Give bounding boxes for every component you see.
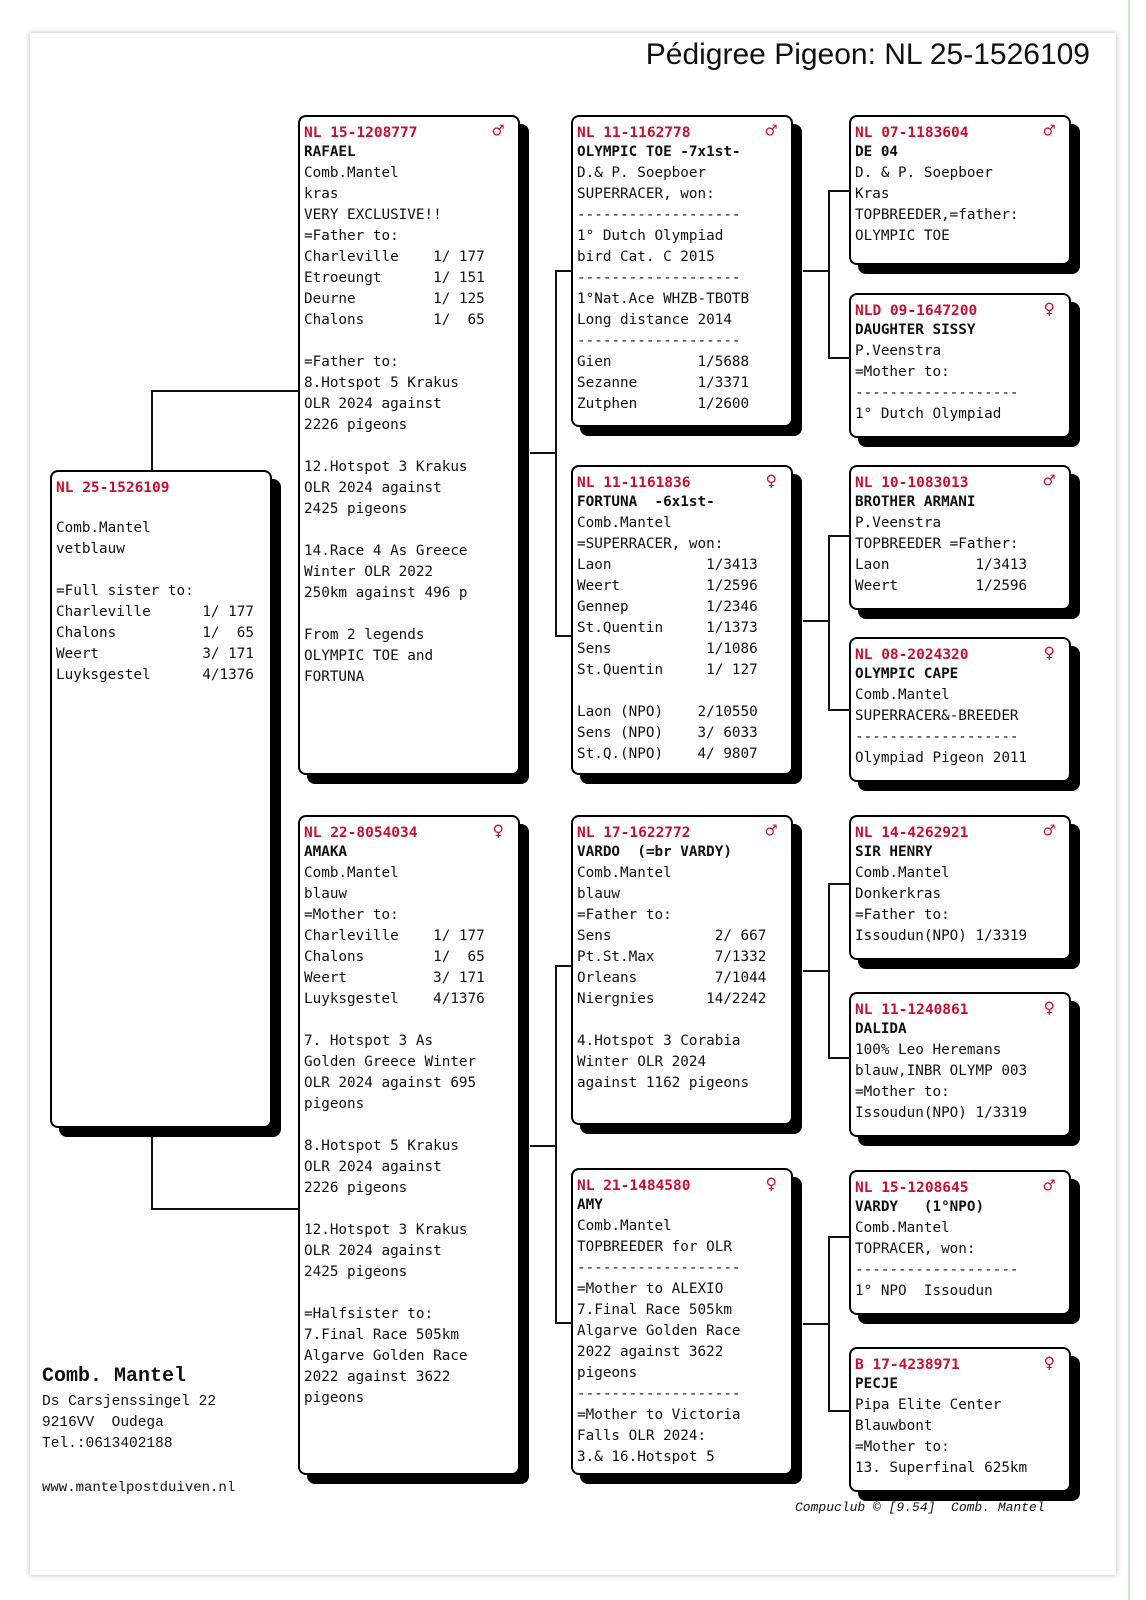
pigeon-info-line: OLR 2024 against: [304, 396, 442, 412]
breeder-city: 9216VV Oudega: [42, 1415, 164, 1431]
pigeon-info-line: Long distance 2014: [577, 312, 732, 328]
ring-number: B 17-4238971: [855, 1357, 960, 1373]
pigeon-info-line: SUPERRACER, won:: [577, 186, 715, 202]
pigeon-info-line: -------------------: [577, 270, 741, 286]
pigeon-info-line: TOPRACER, won:: [855, 1241, 976, 1257]
pigeon-info-line: 2425 pigeons: [304, 1264, 408, 1280]
card-header: [855, 1353, 1069, 1374]
pigeon-info-line: =Father to:: [304, 354, 399, 370]
ring-number: NL 10-1083013: [855, 475, 969, 491]
pigeon-info-line: Weert 3/ 171: [56, 646, 254, 662]
pigeon-info-line: 250km against 496 p: [304, 585, 468, 601]
connector-line: [151, 390, 298, 392]
connector-line: [803, 970, 828, 972]
pigeon-info-line: St.Q.(NPO) 4/ 9807: [577, 746, 758, 762]
pigeon-info-line: Orleans 7/1044: [577, 970, 767, 986]
pigeon-card: [849, 1170, 1071, 1315]
pigeon-info-line: TOPBREEDER =Father:: [855, 536, 1019, 552]
pigeon-info-line: =Father to:: [855, 907, 950, 923]
pigeon-info-line: =Father to:: [577, 907, 672, 923]
pigeon-info-line: -------------------: [855, 729, 1019, 745]
ring-number: NL 11-1162778: [577, 125, 691, 141]
pigeon-info-line: Olympiad Pigeon 2011: [855, 750, 1028, 766]
male-symbol-icon: ♂: [1043, 470, 1055, 492]
female-symbol-icon: ♀: [1043, 997, 1055, 1019]
pigeon-info-line: Pt.St.Max 7/1332: [577, 949, 767, 965]
pigeon-info-line: Etroeungt 1/ 151: [304, 270, 485, 286]
pigeon-info-line: =Mother to ALEXIO: [577, 1281, 724, 1297]
pigeon-info-line: 100% Leo Heremans: [855, 1042, 1002, 1058]
connector-line: [828, 1236, 849, 1238]
pigeon-info-line: [304, 1199, 518, 1220]
breeder-phone: Tel.:0613402188: [42, 1436, 173, 1452]
card-header: [577, 471, 791, 492]
pigeon-info-line: OLR 2024 against: [304, 1243, 442, 1259]
pigeon-info-line: [577, 681, 791, 702]
pigeon-info-line: 8.Hotspot 5 Krakus: [304, 1138, 459, 1154]
pigeon-info-line: 1° NPO Issoudun: [855, 1283, 993, 1299]
pigeon-info-line: 1° Dutch Olympiad: [577, 228, 724, 244]
pigeon-info-line: D.& P. Soepboer: [577, 165, 707, 181]
male-symbol-icon: ♂: [1043, 120, 1055, 142]
connector-line: [803, 270, 828, 272]
pigeon-info-line: Comb.Mantel: [855, 1220, 950, 1236]
card-header: [304, 821, 518, 842]
pigeon-name: AMAKA: [304, 844, 348, 860]
connector-line: [828, 357, 849, 359]
pigeon-info-line: Chalons 1/ 65: [56, 625, 254, 641]
pigeon-info-line: =Mother to:: [855, 364, 950, 380]
pigeon-info-line: Charleville 1/ 177: [304, 249, 485, 265]
connector-line: [828, 883, 849, 885]
pigeon-info-line: Gien 1/5688: [577, 354, 750, 370]
connector-line: [828, 1236, 830, 1411]
pigeon-card: [849, 293, 1071, 438]
pigeon-name: VARDO (=br VARDY): [577, 844, 732, 860]
pigeon-info-line: Golden Greece Winter: [304, 1054, 477, 1070]
pigeon-info-line: Deurne 1/ 125: [304, 291, 485, 307]
pigeon-info-line: Issoudun(NPO) 1/3319: [855, 1105, 1028, 1121]
pigeon-name: OLYMPIC TOE -7x1st-: [577, 144, 741, 160]
pigeon-info-line: =Mother to Victoria: [577, 1407, 741, 1423]
pigeon-info-line: Falls OLR 2024:: [577, 1428, 707, 1444]
pigeon-info-line: -------------------: [577, 1386, 741, 1402]
card-header: [855, 121, 1069, 142]
connector-line: [530, 452, 555, 454]
female-symbol-icon: ♀: [1043, 1352, 1055, 1374]
pigeon-info-line: blauw: [577, 886, 621, 902]
pigeon-name: DAUGHTER SISSY: [855, 322, 976, 338]
breeder-info: [42, 1362, 216, 1455]
breeder-website: www.mantelpostduiven.nl: [42, 1480, 236, 1496]
pigeon-info-line: =Mother to:: [304, 907, 399, 923]
pigeon-info-line: OLR 2024 against 695: [304, 1075, 477, 1091]
female-symbol-icon: ♀: [1043, 642, 1055, 664]
pigeon-card: [571, 115, 793, 427]
pigeon-info-line: Comb.Mantel: [577, 515, 672, 531]
ring-number: NL 15-1208645: [855, 1180, 969, 1196]
card-header: [855, 299, 1069, 320]
pigeon-info-line: Issoudun(NPO) 1/3319: [855, 928, 1028, 944]
connector-line: [151, 1137, 153, 1209]
ring-number: NL 08-2024320: [855, 647, 969, 663]
pigeon-info-line: vetblauw: [56, 541, 125, 557]
pigeon-info-line: Chalons 1/ 65: [304, 949, 485, 965]
pigeon-name: RAFAEL: [304, 144, 356, 160]
ring-number: NL 25-1526109: [56, 480, 170, 496]
male-symbol-icon: ♂: [1043, 820, 1055, 842]
pigeon-info-line: [304, 1115, 518, 1136]
ring-number: NL 11-1240861: [855, 1002, 969, 1018]
pigeon-info-line: OLR 2024 against: [304, 480, 442, 496]
pigeon-info-line: 13. Superfinal 625km: [855, 1460, 1028, 1476]
pigeon-info-line: kras: [304, 186, 339, 202]
pigeon-info-line: Comb.Mantel: [304, 865, 399, 881]
card-header: [577, 1174, 791, 1195]
pigeon-card: [571, 465, 793, 775]
breeder-address: Ds Carsjenssingel 22: [42, 1394, 217, 1410]
pigeon-card: [849, 637, 1071, 782]
pigeon-info-line: Winter OLR 2022: [304, 564, 434, 580]
pigeon-info-line: [577, 1010, 791, 1031]
pigeon-card: [849, 465, 1071, 610]
pigeon-name: OLYMPIC CAPE: [855, 666, 959, 682]
pigeon-info-line: =SUPERRACER, won:: [577, 536, 724, 552]
pigeon-info-line: [304, 331, 518, 352]
pigeon-info-line: Sens 1/1086: [577, 641, 758, 657]
ring-number: NL 11-1161836: [577, 475, 691, 491]
pigeon-info-line: 2226 pigeons: [304, 1180, 408, 1196]
pigeon-info-line: =Mother to:: [855, 1439, 950, 1455]
connector-line: [555, 635, 571, 637]
pigeon-info-line: =Mother to:: [855, 1084, 950, 1100]
pigeon-info-line: blauw: [304, 886, 348, 902]
pigeon-info-line: SUPERRACER&-BREEDER: [855, 708, 1019, 724]
pigeon-card: [849, 1347, 1071, 1492]
card-header: [56, 476, 270, 497]
pigeon-info-line: Sens 2/ 667: [577, 928, 767, 944]
pigeon-info-line: bird Cat. C 2015: [577, 249, 715, 265]
connector-line: [828, 1410, 849, 1412]
pigeon-info-line: -------------------: [577, 333, 741, 349]
pigeon-info-line: [304, 1283, 518, 1304]
pigeon-info-line: Laon (NPO) 2/10550: [577, 704, 758, 720]
pigeon-name: DE 04: [855, 144, 899, 160]
connector-line: [828, 709, 849, 711]
male-symbol-icon: ♂: [765, 820, 777, 842]
card-header: [304, 121, 518, 142]
pigeon-name: VARDY (1°NPO): [855, 1199, 985, 1215]
pigeon-name: SIR HENRY: [855, 844, 933, 860]
pigeon-info-line: TOPBREEDER for OLR: [577, 1239, 732, 1255]
pigeon-info-line: 12.Hotspot 3 Krakus: [304, 1222, 468, 1238]
pigeon-info-line: Comb.Mantel: [56, 520, 151, 536]
pigeon-info-line: 7.Final Race 505km: [304, 1327, 459, 1343]
pigeon-info-line: [304, 520, 518, 541]
pigeon-info-line: Laon 1/3413: [855, 557, 1028, 573]
card-header: [577, 821, 791, 842]
pigeon-info-line: Algarve Golden Race: [304, 1348, 468, 1364]
page-title: Pédigree Pigeon: NL 25-1526109: [645, 38, 1090, 71]
pigeon-info-line: Luyksgestel 4/1376: [56, 667, 254, 683]
ring-number: NL 17-1622772: [577, 825, 691, 841]
connector-line: [555, 965, 571, 967]
pigeon-info-line: -------------------: [577, 1260, 741, 1276]
pigeon-info-line: 2226 pigeons: [304, 417, 408, 433]
connector-line: [555, 270, 557, 636]
pigeon-card: [571, 815, 793, 1125]
pigeon-card-subject: [50, 470, 272, 1128]
pigeon-info-line: [304, 1010, 518, 1031]
pigeon-info-line: 7.Final Race 505km: [577, 1302, 732, 1318]
pigeon-info-line: =Full sister to:: [56, 583, 194, 599]
pigeon-name: BROTHER ARMANI: [855, 494, 976, 510]
pigeon-name: FORTUNA -6x1st-: [577, 494, 715, 510]
pigeon-info-line: pigeons: [304, 1096, 365, 1112]
ring-number: NL 07-1183604: [855, 125, 969, 141]
pigeon-card: [571, 1168, 793, 1475]
pigeon-info-line: FORTUNA: [304, 669, 365, 685]
card-header: [855, 821, 1069, 842]
pigeon-info-line: Comb.Mantel: [577, 865, 672, 881]
pigeon-info-line: Sezanne 1/3371: [577, 375, 750, 391]
pigeon-info-line: Comb.Mantel: [304, 165, 399, 181]
pigeon-info-line: against 1162 pigeons: [577, 1075, 750, 1091]
pigeon-info-line: blauw,INBR OLYMP 003: [855, 1063, 1028, 1079]
pigeon-name: DALIDA: [855, 1021, 907, 1037]
pigeon-info-line: pigeons: [577, 1365, 638, 1381]
ring-number: NL 22-8054034: [304, 825, 418, 841]
pigeon-info-line: St.Quentin 1/1373: [577, 620, 758, 636]
ring-number: NL 21-1484580: [577, 1178, 691, 1194]
pigeon-info-line: St.Quentin 1/ 127: [577, 662, 758, 678]
pigeon-info-line: -------------------: [855, 385, 1019, 401]
pigeon-info-line: Weert 1/2596: [855, 578, 1028, 594]
pigeon-info-line: Luyksgestel 4/1376: [304, 991, 485, 1007]
connector-line: [828, 1057, 849, 1059]
pigeon-card: [849, 115, 1071, 265]
pigeon-info-line: 1° Dutch Olympiad: [855, 406, 1002, 422]
connector-line: [828, 190, 830, 358]
pigeon-info-line: 1°Nat.Ace WHZB-TBOTB: [577, 291, 750, 307]
pigeon-card: [298, 115, 520, 775]
card-header: [855, 1176, 1069, 1197]
connector-line: [828, 883, 830, 1058]
pigeon-info-line: TOPBREEDER,=father:: [855, 207, 1019, 223]
ring-number: NL 14-4262921: [855, 825, 969, 841]
pigeon-info-line: Algarve Golden Race: [577, 1323, 741, 1339]
pigeon-info-line: OLR 2024 against: [304, 1159, 442, 1175]
ring-number: NLD 09-1647200: [855, 303, 978, 319]
pigeon-info-line: Donkerkras: [855, 886, 942, 902]
pigeon-info-line: Comb.Mantel: [577, 1218, 672, 1234]
pigeon-info-line: Zutphen 1/2600: [577, 396, 750, 412]
pigeon-info-line: Niergnies 14/2242: [577, 991, 767, 1007]
pigeon-info-line: OLYMPIC TOE and: [304, 648, 434, 664]
pigeon-info-line: 3.& 16.Hotspot 5: [577, 1449, 715, 1465]
pigeon-info-line: =Father to:: [304, 228, 399, 244]
pigeon-info-line: Charleville 1/ 177: [304, 928, 485, 944]
pigeon-info-line: [304, 604, 518, 625]
pigeon-info-line: -------------------: [855, 1262, 1019, 1278]
male-symbol-icon: ♂: [1043, 1175, 1055, 1197]
male-symbol-icon: ♂: [492, 120, 504, 142]
pigeon-info-line: Sens (NPO) 3/ 6033: [577, 725, 758, 741]
pigeon-info-line: 14.Race 4 As Greece: [304, 543, 468, 559]
connector-line: [530, 1145, 555, 1147]
pigeon-name: PECJE: [855, 1376, 899, 1392]
pigeon-info-line: Kras: [855, 186, 890, 202]
page-edge-divider: [1128, 0, 1130, 1600]
pigeon-info-line: 7. Hotspot 3 As: [304, 1033, 434, 1049]
card-header: [855, 471, 1069, 492]
female-symbol-icon: ♀: [765, 470, 777, 492]
card-header: [577, 121, 791, 142]
pigeon-info-line: D. & P. Soepboer: [855, 165, 993, 181]
connector-line: [555, 1322, 571, 1324]
ring-number: NL 15-1208777: [304, 125, 418, 141]
pigeon-info-line: [304, 436, 518, 457]
connector-line: [151, 1208, 298, 1210]
pigeon-info-line: Chalons 1/ 65: [304, 312, 485, 328]
female-symbol-icon: ♀: [1043, 298, 1055, 320]
pigeon-card: [849, 815, 1071, 960]
pigeon-info-line: Weert 3/ 171: [304, 970, 485, 986]
connector-line: [555, 270, 571, 272]
software-credit: Compuclub © [9.54] Comb. Mantel: [795, 1500, 1045, 1515]
pigeon-info-line: P.Veenstra: [855, 515, 942, 531]
pigeon-info-line: -------------------: [577, 207, 741, 223]
pigeon-info-line: From 2 legends: [304, 627, 425, 643]
connector-line: [151, 390, 153, 470]
pigeon-info-line: 2022 against 3622: [577, 1344, 724, 1360]
pigeon-info-line: Winter OLR 2024: [577, 1054, 707, 1070]
pigeon-card: [298, 815, 520, 1475]
pigeon-info-line: OLYMPIC TOE: [855, 228, 950, 244]
pigeon-info-line: P.Veenstra: [855, 343, 942, 359]
pigeon-info-line: [56, 560, 270, 581]
connector-line: [803, 1323, 828, 1325]
pigeon-info-line: 8.Hotspot 5 Krakus: [304, 375, 459, 391]
pigeon-info-line: Comb.Mantel: [855, 687, 950, 703]
pigeon-info-line: 2425 pigeons: [304, 501, 408, 517]
pigeon-info-line: 4.Hotspot 3 Corabia: [577, 1033, 741, 1049]
pigeon-info-line: =Halfsister to:: [304, 1306, 434, 1322]
connector-line: [828, 535, 849, 537]
pigeon-info-line: VERY EXCLUSIVE!!: [304, 207, 442, 223]
breeder-name: Comb. Mantel: [42, 1365, 187, 1388]
pigeon-info-line: Charleville 1/ 177: [56, 604, 254, 620]
pigeon-name: AMY: [577, 1197, 603, 1213]
pigeon-info-line: Pipa Elite Center: [855, 1397, 1002, 1413]
connector-line: [555, 965, 557, 1323]
pigeon-info-line: Comb.Mantel: [855, 865, 950, 881]
pigeon-info-line: Blauwbont: [855, 1418, 933, 1434]
connector-line: [828, 190, 849, 192]
female-symbol-icon: ♀: [765, 1173, 777, 1195]
pigeon-info-line: Weert 1/2596: [577, 578, 758, 594]
male-symbol-icon: ♂: [765, 120, 777, 142]
card-header: [855, 643, 1069, 664]
female-symbol-icon: ♀: [492, 820, 504, 842]
pigeon-info-line: 2022 against 3622: [304, 1369, 451, 1385]
pigeon-info-line: [56, 497, 270, 518]
pigeon-info-line: pigeons: [304, 1390, 365, 1406]
pigeon-info-line: Gennep 1/2346: [577, 599, 758, 615]
card-header: [855, 998, 1069, 1019]
pigeon-info-line: Laon 1/3413: [577, 557, 758, 573]
connector-line: [828, 535, 830, 710]
pigeon-info-line: 12.Hotspot 3 Krakus: [304, 459, 468, 475]
pigeon-card: [849, 992, 1071, 1137]
connector-line: [803, 620, 828, 622]
